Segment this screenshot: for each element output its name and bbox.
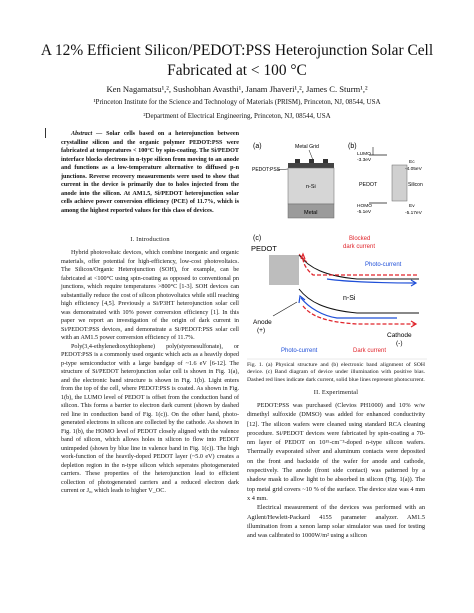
metal-grid-pointer	[309, 150, 313, 160]
dark-current-arrow-vb	[303, 306, 415, 324]
photo-current-label-2: Photo-current	[281, 348, 318, 354]
ev-value: -5.17eV	[405, 211, 422, 216]
silicon-band-label: Silicon	[408, 182, 423, 188]
photo-current-arrow-cb	[327, 279, 415, 283]
grid-finger-2	[309, 159, 314, 163]
fig-b-label: (b)	[348, 143, 357, 150]
c-nsi-label: n-Si	[343, 295, 356, 302]
title-line-2: Fabricated at < 100 °C	[167, 62, 307, 79]
photo-current-label-1: Photo-current	[365, 262, 402, 268]
ev-label: Ev	[409, 204, 415, 209]
figure-1-graphic	[247, 128, 427, 390]
abstract	[61, 130, 239, 215]
anode-pointer	[273, 302, 297, 316]
anode-label: Anode	[253, 319, 272, 326]
author-list: Ken Nagamatsu¹,², Sushobhan Avasthi¹, Janam Jhaveri¹,², James C. Sturm¹,²	[106, 84, 368, 94]
nsi-label: n-Si	[306, 184, 316, 190]
abstract-text: Solar cells based on a heterojunction between crystalline silicon and the organic polymer PEDOT:PSS were fabricated at temperatures < 100°C by spin-coating. The Si/PEDOT interface blocks electrons in n-type silicon from moving to an anode and functions as a low-temperature alternative to diffused p-n junctions. Reverse recovery measurements were used to show that current in the device is primarily due to holes injected from the anode into the silicon. At AM1.5, Si/PEDOT heterojunction solar cells achieve power conversion efficiency (PCE) of 11.7%, which is among the highest reported values for this class of devices.	[61, 131, 239, 214]
metal-label: Metal	[304, 210, 318, 216]
experimental-heading: II. Experimental	[313, 389, 359, 396]
experimental-body	[247, 401, 425, 540]
figure-caption: Fig. 1. (a) Physical structure and (b) electronic band alignment of SOH device. (c) Band diagram of device under illumination with positive bias. Dashed red lines indicate dark current, solid blue lines represent photocurrent.	[247, 362, 425, 383]
cathode-label: Cathode	[387, 332, 412, 339]
ec-label: Ec	[409, 160, 415, 165]
homo-label: HOMO	[357, 204, 372, 209]
lumo-value: -3.3eV	[357, 158, 372, 163]
abstract-label: Abstract	[71, 131, 93, 137]
c-pedot-label: PEDOT	[251, 244, 277, 253]
experimental-paragraph-2: Electrical measurement of the devices was performed with an Agilent/Hewlett-Packard 4155 parameter analyzer. AM1.5 illumination from a xenon lamp solar simulator was used for testing and was calibrated to 1000W/m² using a silicon	[247, 504, 425, 540]
margin-mark	[45, 128, 46, 138]
intro-paragraph-2: Poly(3,4-ethylenedioxythiophene) poly(styrenesulfonate), or PEDOT:PSS is a commonly used organic which acts as a heavily doped p-type semiconductor with a large bandgap of ~1.6 eV [6-12]. The structure of Si/PEDOT heterojunction solar cell is shown in Fig. 1(a), and the electronic band structure is shown in Fig. 1(b). Light enters from the top of the cell, where PEDOT:PSS is coated. As shown in Fig. 1(b), the LUMO level of PEDOT is offset from the conduction band of silicon. This forms a barrier to electron dark current (shown by dashed red line in conduction band of Fig. 1(c)). On the other hand, photo-generated electrons in silicon are collected by the cathode. As shown in Fig. 1(b), the HOMO level of PEDOT closely aligned with the valence band of silicon, which allows holes in silicon to flow into PEDOT unimpeded (shown by blue line in valence band in Fig. 1(c)). The high work-function of the heavily-doped PEDOT layer (~5.0 eV) creates a depletion region in the n-type silicon which seperates photogenerated carriers. These properties of the heterojunction lead to efficient collection of photogenerated carriers and a reduced electron dark current or J₀, which leads to higher V_OC.	[61, 343, 239, 494]
anode-sign: (+)	[257, 327, 266, 334]
grid-finger-3	[323, 159, 328, 163]
lumo-label: LUMO	[357, 152, 371, 157]
metal-grid-label: Metal Grid	[295, 144, 319, 150]
valence-band-edge	[299, 289, 419, 313]
pedot-pss-label: PEDOT:PSS	[252, 167, 281, 173]
pedot-layer	[288, 163, 334, 168]
dark-current-label: Dark current	[353, 348, 387, 354]
fig-a-label: (a)	[253, 143, 262, 150]
affiliation-1: ¹Princeton Institute for the Science and Technology of Materials (PRISM), Princeton, NJ, 08544, USA	[93, 98, 381, 106]
grid-finger-1	[295, 159, 300, 163]
blocked-label-2: dark current	[343, 244, 376, 250]
experimental-paragraph-1: PEDOT:PSS was purchased (Clevios PH1000) and 10% w/w dimethyl sulfoxide (DMSO) was added for enhanced conductivity [12]. The silicon wafers were cleaned using standard RCA cleaning procedure. Si/PEDOT devices were fabricated by spin-coating a 70-nm layer of PEDOT on 10¹⁵-cm⁻³-doped n-type silicon wafers. Thermally evaporated silver and aluminum contacts were deposited on the front and backside of the wafer for anode and cathode, respectively. The anode (front side contact) was patterned by a shadow mask to allow light to be absorbed in silicon (Fig. 1(a)). The top metal grid covers ~10 % of the surface. The device size was 4 mm x 4 mm.	[247, 402, 425, 502]
homo-value: -5.1eV	[357, 210, 372, 215]
intro-body	[61, 249, 239, 496]
blocked-label-1: Blocked	[349, 236, 371, 242]
fig-c-label: (c)	[253, 235, 262, 242]
abstract-dash: —	[92, 131, 107, 137]
intro-paragraph-1: Hybrid photovoltaic devices, which combine inorganic and organic materials, offer potential for high-efficiency, low-cost photovoltaics. The Silicon/Organic Heterojunction (SOH), for example, can be fabricated at <100°C using spin-coating as opposed to conventional pn junctions, which require temperatures >800°C [1-3]. SOH devices can substantially reduce the cost of silicon photovoltaics while still reaching high efficiency [4,5]. Previously a Si/P3HT heterojunction solar cell was demonstrated with 10% power conversion efficiency [1]. In this paper we report an investigation of the origin of dark current in Si/PEDOT:PSS devices, and demonstrate a Si/PEDOT:PSS solar cell with an AM1.5 power conversion efficiency of 11.7%.	[61, 250, 239, 341]
title-line-1: A 12% Efficient Silicon/PEDOT:PSS Heterojunction Solar Cell	[40, 42, 434, 59]
paper-title	[0, 41, 474, 81]
pedot-band-label: PEDOT	[359, 182, 378, 188]
ec-value: -4.05eV	[405, 167, 422, 172]
pedot-block	[269, 255, 299, 285]
figure-1	[247, 128, 427, 390]
cathode-sign: (-)	[396, 340, 403, 347]
intro-heading: I. Introduction	[130, 236, 170, 243]
affiliation-2: ²Department of Electrical Engineering, Princeton, NJ, 08544, USA	[143, 112, 331, 120]
